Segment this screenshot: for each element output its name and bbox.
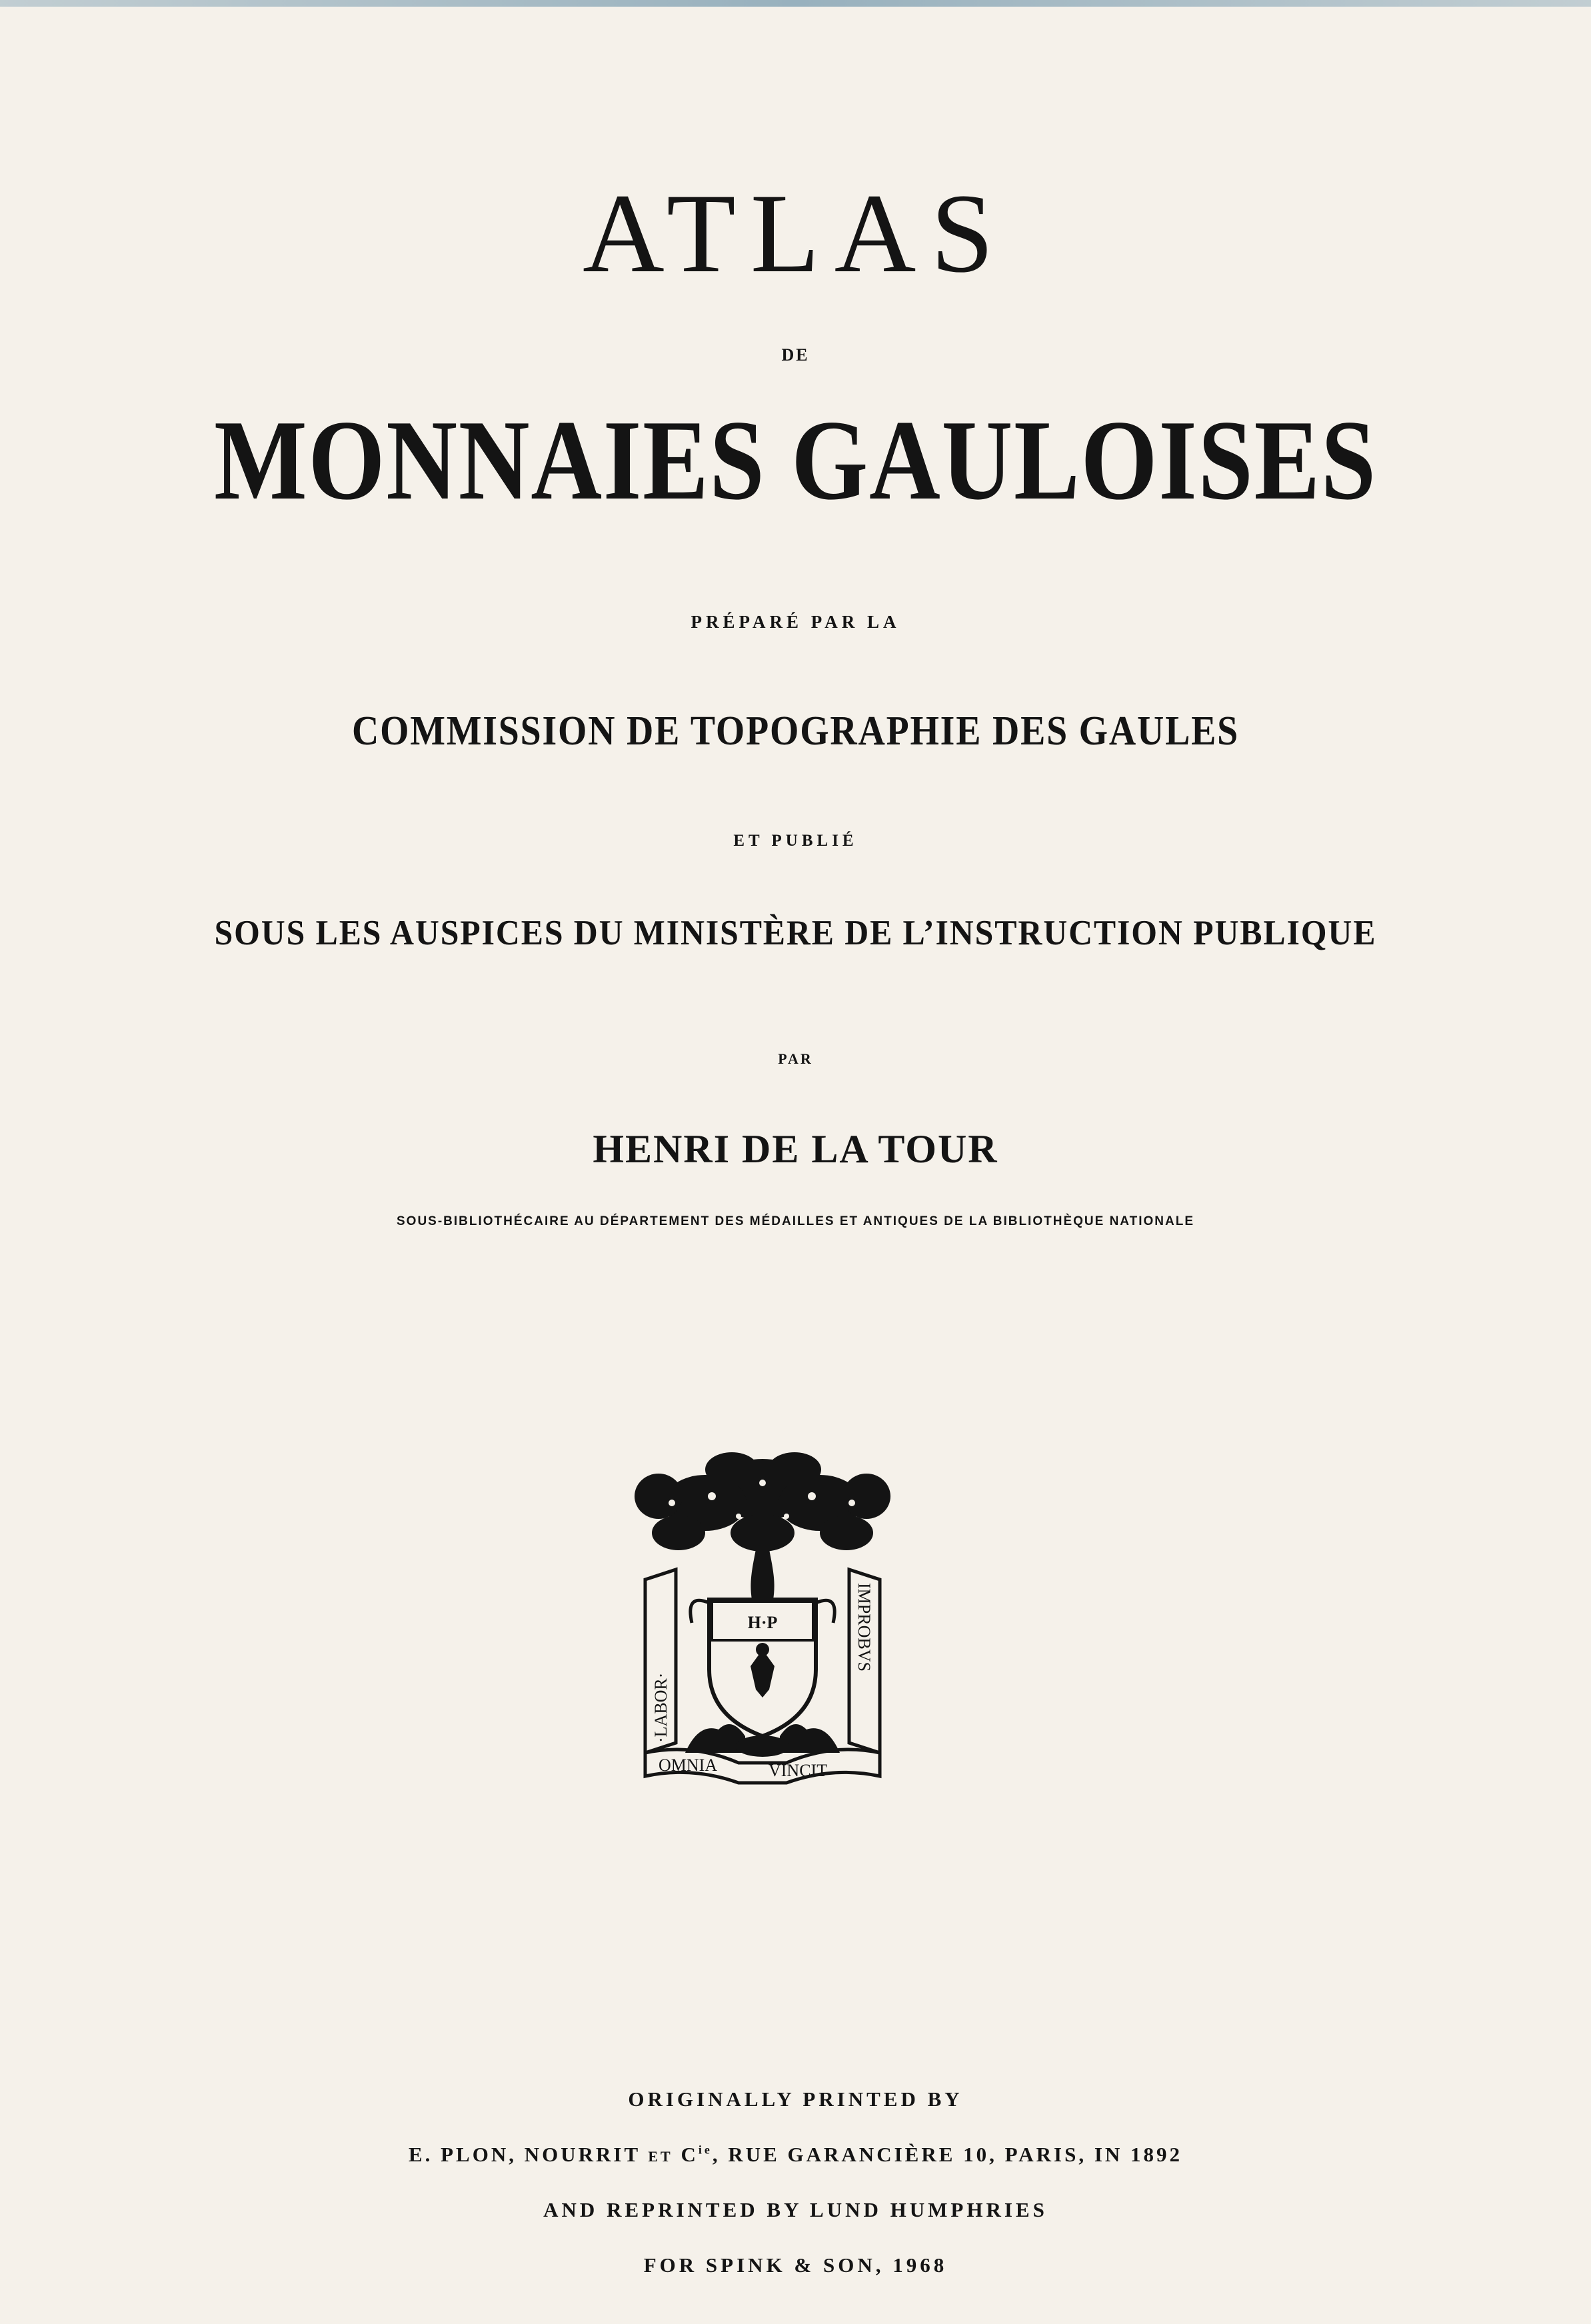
- motto-left: ·LABOR·: [651, 1672, 671, 1743]
- printers-mark-icon: [632, 1450, 893, 1796]
- imprint-originally: ORIGINALLY PRINTED BY: [628, 2087, 963, 2111]
- imprint-publisher-ie: ie: [698, 2143, 713, 2157]
- par-line: PAR: [778, 1050, 813, 1067]
- imprint-publisher-et: ET: [648, 2148, 673, 2165]
- title-atlas: ATLAS: [583, 171, 1008, 296]
- author-name: HENRI DE LA TOUR: [593, 1127, 998, 1171]
- left-banner: [645, 1570, 676, 1753]
- imprint-publisher-part2: , RUE GARANCIÈRE 10, PARIS, IN 1892: [712, 2143, 1183, 2166]
- right-banner: [849, 1570, 880, 1753]
- imprint-reprinted: AND REPRINTED BY LUND HUMPHRIES: [543, 2198, 1048, 2221]
- shield-initials: H·P: [747, 1613, 778, 1632]
- page-edge: [0, 0, 1591, 7]
- commission-line: COMMISSION DE TOPOGRAPHIE DES GAULES: [352, 708, 1239, 754]
- published-line: ET PUBLIÉ: [733, 832, 858, 850]
- prepared-by-line: PRÉPARÉ PAR LA: [691, 612, 900, 632]
- imprint-publisher-part1: E. PLON, NOURRIT: [408, 2143, 649, 2166]
- motto-bottom-left: OMNIA: [659, 1755, 718, 1775]
- motto-right: IMPROBVS: [854, 1583, 874, 1672]
- imprint-publisher: [0, 2143, 1591, 2167]
- auspices-line: SOUS LES AUSPICES DU MINISTÈRE DE L’INSTRUCTION PUBLIQUE: [214, 914, 1377, 952]
- author-role: SOUS-BIBLIOTHÉCAIRE AU DÉPARTEMENT DES MÉDAILLES ET ANTIQUES DE LA BIBLIOTHÈQUE NATIONALE: [397, 1214, 1194, 1228]
- title-de: DE: [781, 345, 810, 365]
- title-main: MONNAIES GAULOISES: [214, 397, 1377, 524]
- tree-trunk: [751, 1550, 774, 1600]
- imprint-spink: FOR SPINK & SON, 1968: [643, 2253, 948, 2277]
- imprint-publisher-c: C: [673, 2143, 699, 2166]
- motto-bottom-right: VINCIT: [769, 1761, 828, 1780]
- shield: [691, 1600, 834, 1736]
